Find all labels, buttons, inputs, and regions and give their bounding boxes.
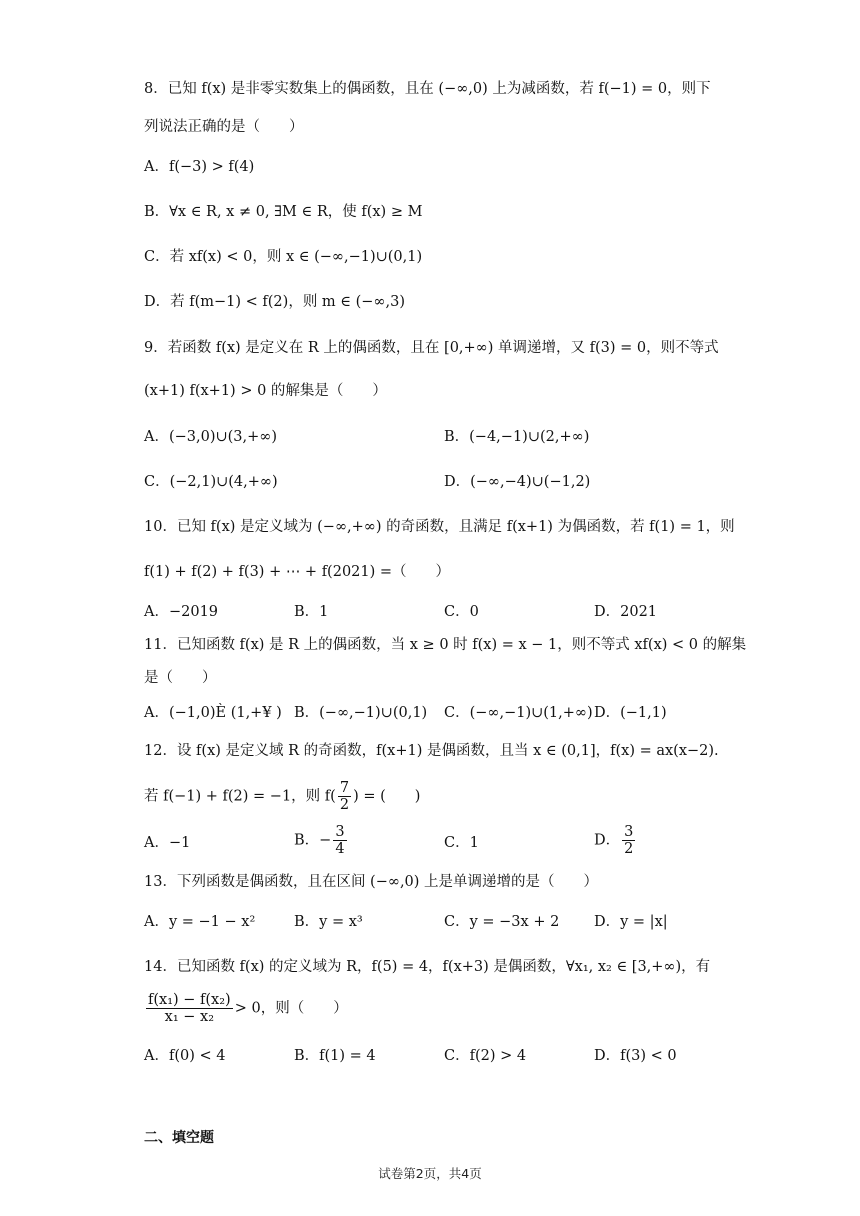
q9-option-b: B．(−4,−1)∪(2,+∞) [444, 429, 590, 445]
q9-stem-line1: 9．若函数 f(x) 是定义在 R 上的偶函数，且在 [0,+∞) 单调递增，又 f(3) = 0，则不等式 [144, 340, 719, 356]
q12-option-b-num: 3 [335, 824, 345, 840]
q10-option-a: A．−2019 [144, 604, 219, 620]
q8-option-d: D．若 f(m−1) < f(2)，则 m ∈ (−∞,3) [144, 294, 405, 310]
q8-stem-line1: 8．已知 f(x) 是非零实数集上的偶函数，且在 (−∞,0) 上为减函数，若 f(−1) = 0，则下 [144, 81, 711, 97]
q12-option-d-fraction [622, 824, 635, 857]
q13-stem-line1: 13．下列函数是偶函数，且在区间 (−∞,0) 上是单调递增的是（ ） [144, 874, 599, 890]
q14-fraction-num: f(x₁) − f(x₂) [148, 992, 231, 1008]
q14-stem-line1: 14．已知函数 f(x) 的定义域为 R，f(5) = 4，f(x+3) 是偶函数，∀x₁, x₂ ∈ [3,+∞)，有 [144, 959, 711, 975]
q12-option-b-fraction [333, 824, 346, 857]
q11-option-d: D．(−1,1) [594, 705, 667, 721]
q12-option-b-den: 4 [335, 841, 345, 857]
page-footer: 试卷第2页，共4页 [378, 1166, 482, 1181]
q12-line2-prefix: 若 f(−1) + f(2) = −1，则 f( [144, 788, 336, 805]
q9-option-d: D．(−∞,−4)∪(−1,2) [444, 474, 591, 490]
q9-option-a: A．(−3,0)∪(3,+∞) [144, 429, 278, 445]
q12-option-b-sign: − [319, 832, 332, 849]
q12-stem-line1: 12．设 f(x) 是定义域 R 的奇函数，f(x+1) 是偶函数，且当 x ∈ (0,1]，f(x) = ax(x−2). [144, 743, 719, 759]
q11-option-a: A．(−1,0)È (1,+¥ ) [144, 705, 282, 721]
q14-option-a: A．f(0) < 4 [144, 1048, 226, 1064]
q10-stem-line1: 10．已知 f(x) 是定义域为 (−∞,+∞) 的奇函数，且满足 f(x+1) 为偶函数，若 f(1) = 1，则 [144, 519, 735, 535]
q12-option-d-label: D． [594, 832, 621, 849]
q12-option-d-num: 3 [624, 824, 634, 840]
q12-option-d [594, 824, 637, 857]
q12-option-a: A．−1 [144, 835, 191, 851]
q13-option-b: B．y = x³ [294, 914, 363, 930]
q14-fraction [146, 992, 233, 1025]
q14-option-d: D．f(3) < 0 [594, 1048, 677, 1064]
q10-option-d: D．2021 [594, 604, 658, 620]
q14-option-b: B．f(1) = 4 [294, 1048, 376, 1064]
q9-option-c: C．(−2,1)∪(4,+∞) [144, 474, 278, 490]
q8-option-c: C．若 xf(x) < 0，则 x ∈ (−∞,−1)∪(0,1) [144, 249, 423, 265]
q13-option-c: C．y = −3x + 2 [444, 914, 560, 930]
q11-option-b: B．(−∞,−1)∪(0,1) [294, 705, 428, 721]
q11-stem-line1: 11．已知函数 f(x) 是 R 上的偶函数，当 x ≥ 0 时 f(x) = x − 1，则不等式 xf(x) < 0 的解集 [144, 637, 747, 653]
q14-line2-suffix: > 0，则（ ） [234, 1000, 348, 1017]
q13-option-a: A．y = −1 − x² [144, 914, 256, 930]
section-title-fill-in: 二、填空题 [144, 1130, 214, 1146]
q12-option-b [294, 824, 349, 857]
q12-fraction-den: 2 [339, 797, 350, 813]
q10-stem-line2: f(1) + f(2) + f(3) + ⋯ + f(2021) =（ ） [144, 564, 451, 580]
q14-stem-line2 [144, 992, 348, 1025]
q8-option-a: A．f(−3) > f(4) [144, 159, 255, 175]
q12-option-b-label: B． [294, 832, 320, 849]
q10-option-c: C．0 [444, 604, 479, 620]
q12-stem-line2 [144, 780, 420, 813]
q12-fraction-num: 7 [339, 780, 350, 796]
q8-stem-line2: 列说法正确的是（ ） [144, 119, 304, 135]
q12-option-d-den: 2 [624, 841, 634, 857]
q13-option-d: D．y = |x| [594, 914, 668, 930]
q12-line2-suffix: ) = ( ) [353, 788, 421, 805]
q14-fraction-den: x₁ − x₂ [164, 1009, 215, 1025]
q8-option-b: B．∀x ∈ R, x ≠ 0, ∃M ∈ R，使 f(x) ≥ M [144, 204, 423, 220]
q12-option-c: C．1 [444, 835, 479, 851]
q11-option-c: C．(−∞,−1)∪(1,+∞) [444, 705, 593, 721]
q11-stem-line2: 是（ ） [144, 670, 217, 686]
q14-option-c: C．f(2) > 4 [444, 1048, 527, 1064]
q10-option-b: B．1 [294, 604, 329, 620]
q12-fraction [338, 780, 351, 813]
q9-stem-line2: (x+1) f(x+1) > 0 的解集是（ ） [144, 383, 387, 399]
